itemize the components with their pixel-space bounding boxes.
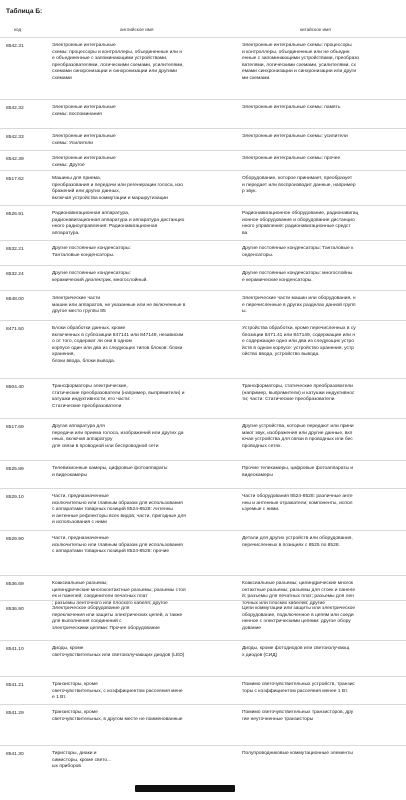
row-chinese-name: Цепи коммутации или защиты или электрическое оборудование, подключенное в цепям или соеди ненное с электрическими цепями: другое обору дование [242, 606, 356, 631]
table-row [0, 460, 406, 489]
row-english-name: Машины для приема, преобразования и передачи или регенерации голоса, изо бражений или других данных, включая устройства коммутации и маршрутизации [52, 176, 183, 201]
table-row [0, 575, 406, 606]
row-chinese-name: Электронные интегральные схемы: процессоры и контроллеры, объединенные или не объедин енные с запоминающими устройствами, преобразо вателями, логическими схемами, усилителями, сх емами синхронизации и синхронизации или други ми схемами. [242, 43, 360, 81]
table-row [0, 640, 406, 677]
row-english-name: Части, предназначенные исключительно или главным образом для использования с аппаратами товарных позиций 8524-8528: Антенны и антенные рефлекторы всех видов; части, пригодные для и использования с ними [52, 494, 186, 526]
row-chinese-name: Диоды, кроме фотодиодов или светоизлучающ х диодов (СИД) [242, 646, 350, 658]
row-english-name: Другая аппаратура для передачи или приема голоса, изображений или других да нных, включая аппаратуру для связи в проводной или беспроводной сети [52, 424, 184, 449]
row-chinese-name: Электронные интегральные схемы: память [242, 105, 341, 110]
row-code: 8529.10 [6, 495, 24, 500]
row-chinese-name: Другие постоянные конденсаторы: Танталовые к онденсаторы. [242, 246, 354, 258]
table-row [0, 290, 406, 321]
table-row [0, 530, 406, 576]
row-code: 8541.29 [6, 711, 24, 716]
row-code: 8542.31 [6, 44, 24, 49]
row-english-name: Электронные интегральные схемы: Другое [52, 156, 116, 168]
row-code: 8532.24 [6, 272, 24, 277]
row-code: 8536.69 [6, 582, 24, 587]
table-row [0, 704, 406, 746]
row-chinese-name: Электронные интегральные схемы: прочее [242, 156, 341, 161]
table-row [0, 488, 406, 531]
row-english-name: Электрическое оборудование для переключения или защиты электрических цепей, а также для выполнения соединений с электрическими цепями: Прочее оборудование [52, 606, 183, 631]
table-row [0, 205, 406, 241]
row-english-name: Транзисторы, кроме светочувствительных, с коэффициентом рассеяния мене е 1 Вт. [52, 682, 183, 701]
row-code: 8542.33 [6, 135, 24, 140]
table-row [0, 265, 406, 291]
row-english-name: Тиристоры, диаки и симисторы, кроме свето... ых приборов [52, 751, 112, 770]
row-english-name: Радионавигационная аппаратура, радионавигационная аппаратура и аппаратура дистанцио нного радиоуправления: Радионавигационная аппаратура. [52, 211, 185, 236]
row-code: 8542.39 [6, 157, 24, 162]
row-code: 8541.30 [6, 752, 24, 757]
table-row [0, 320, 406, 379]
table-title: Таблица Б: [6, 8, 43, 15]
row-english-name: Телевизионные камеры, цифровые фотоаппараты и видеокамеры [52, 466, 168, 478]
row-english-name: Транзисторы, кроме светочувствительных, в другом месте не поименованные [52, 710, 183, 722]
row-code: 8536.90 [6, 607, 24, 612]
row-english-name: Коаксиальные разъемы; цилиндрические многоконтактные разъемы; разъемы стоя ек и панелей; соединители печатных плат ; разъемы ленточного или плоского кабеля; другое [52, 581, 186, 606]
table-row [0, 128, 406, 151]
table-row [0, 418, 406, 461]
row-chinese-name: Детали для других устройств или оборудования, перечисленных в позициях с 8525 по 8528. [242, 536, 353, 548]
row-chinese-name: Помимо светочувствительных устройств, транзис торы с коэффициентом рассеяния менее 1 Вт. [242, 682, 355, 694]
row-code: 8471.50 [6, 327, 24, 332]
table-row [0, 37, 406, 100]
row-chinese-name: Прочие телекамеры, цифровые фотоаппараты и видеокамеры [242, 466, 354, 478]
table-row [0, 240, 406, 266]
table-row [0, 150, 406, 171]
row-code: 8532.21 [6, 247, 24, 252]
row-english-name: Другие постоянные конденсаторы: керамический диэлектрик, многослойный. [52, 271, 148, 283]
row-english-name: Электронные интегральные схемы: Усилители [52, 134, 116, 146]
table-row [0, 170, 406, 206]
row-chinese-name: Другие устройства, которые передают или прини мают звук, изображения или другие данные, вкл ючая устройства для связи в проводных или бес проводных сетях. [242, 424, 354, 449]
table-row [0, 600, 406, 641]
row-english-name: Блоки обработки данных, кроме включенных в субпозиции 847141 или 847149, независим о от того, содержат ли они в одном корпусе один или два из следующих типов блоков: блоки хранения, блоки ввода, блоки вывода. [52, 326, 184, 364]
row-english-name: Другие постоянные конденсаторы: Танталовые конденсаторы. [52, 246, 131, 258]
row-code: 8541.10 [6, 647, 24, 652]
row-chinese-name: Электронные интегральные схемы: усилители [242, 134, 348, 139]
row-code: 8517.69 [6, 425, 24, 430]
row-english-name: Электронные интегральные схемы: воспоминания [52, 105, 116, 117]
table-row [0, 745, 406, 779]
row-chinese-name: Другие постоянные конденсаторы: многослойны е керамические конденсаторы. [242, 271, 353, 283]
header-english-name: английское имя [120, 27, 154, 32]
row-english-name: Электрические части машин или аппаратов, не указанные или не включенные в другое место группы 85 [52, 296, 186, 315]
row-chinese-name: Полупроводниковые коммутационные элементы [242, 751, 353, 756]
row-code: 8517.62 [6, 177, 24, 182]
header-chinese-name: китайское имя [300, 27, 331, 32]
row-code: 8529.90 [6, 537, 24, 542]
row-code: 8525.89 [6, 467, 24, 472]
row-code: 8526.91 [6, 212, 24, 217]
row-english-name: Трансформаторы электрические, статические преобразователи (например, выпрямители) и катушки индуктивности; его части: Статические преобразователи [52, 384, 185, 409]
row-code: 8504.40 [6, 385, 24, 390]
table-row [0, 378, 406, 419]
row-english-name: Части, предназначенные исключительно или главным образом для использования с аппаратами товарных позиций 8524-8528: прочие [52, 536, 183, 555]
table-row [0, 676, 406, 705]
table-row [0, 99, 406, 129]
row-chinese-name: Коаксиальные разъемы; цилиндрические многок онтактные разъемы; разъемы для стоек и панеле й; разъемы для печатных плат; разъемы для лен точных или плоских кабелей; другие [242, 581, 356, 606]
row-chinese-name: Электрические части машин или оборудования, н е перечисленные в других разделах данной групп ы. [242, 296, 356, 315]
row-chinese-name: Трансформаторы, статические преобразователи (например, выпрямители) и катушки индуктивнос ти; части: Статические преобразователи [242, 384, 355, 403]
row-chinese-name: Оборудование, которое принимает, преобразует и передает или воспроизводит данные, например р звук. [242, 176, 356, 195]
row-code: 8541.21 [6, 683, 24, 688]
row-english-name: Диоды, кроме светочувствительных или светоизлучающих диодов (LED) [52, 646, 185, 658]
row-chinese-name: Радионавигационное оборудование, радионавигац ионное оборудование и оборудование дистанцио нного управления: радионавигационные средст ва [242, 211, 359, 236]
row-chinese-name: Помимо светочувствительных транзисторов, дру гие неуточненные транзисторы [242, 710, 354, 722]
row-chinese-name: Части оборудования 8524-8528: различные анте нны и антенные отражатели; компоненты, испол ьзуемые с ними. [242, 494, 353, 513]
redaction-bar [135, 785, 235, 792]
row-code: 8542.32 [6, 106, 24, 111]
row-chinese-name: Устройства обработки, кроме перечисленных в су бпозиции 8471.41 или 847149, содержащие или н е содержащие одно или два из следующих устро йств в одном корпусе: устройство хранения, устр ойство ввода, устройство вывода. [242, 326, 356, 358]
row-english-name: Электронные интегральные схемы: процессоры и контроллеры, объединенные или н е объединенные с запоминающими устройствами, преобразователями, логическими схемами, усилителями, схемами синхронизации и синхронизации или другими схемами [52, 43, 184, 81]
header-code: код [14, 27, 22, 32]
row-code: 8548.00 [6, 297, 24, 302]
